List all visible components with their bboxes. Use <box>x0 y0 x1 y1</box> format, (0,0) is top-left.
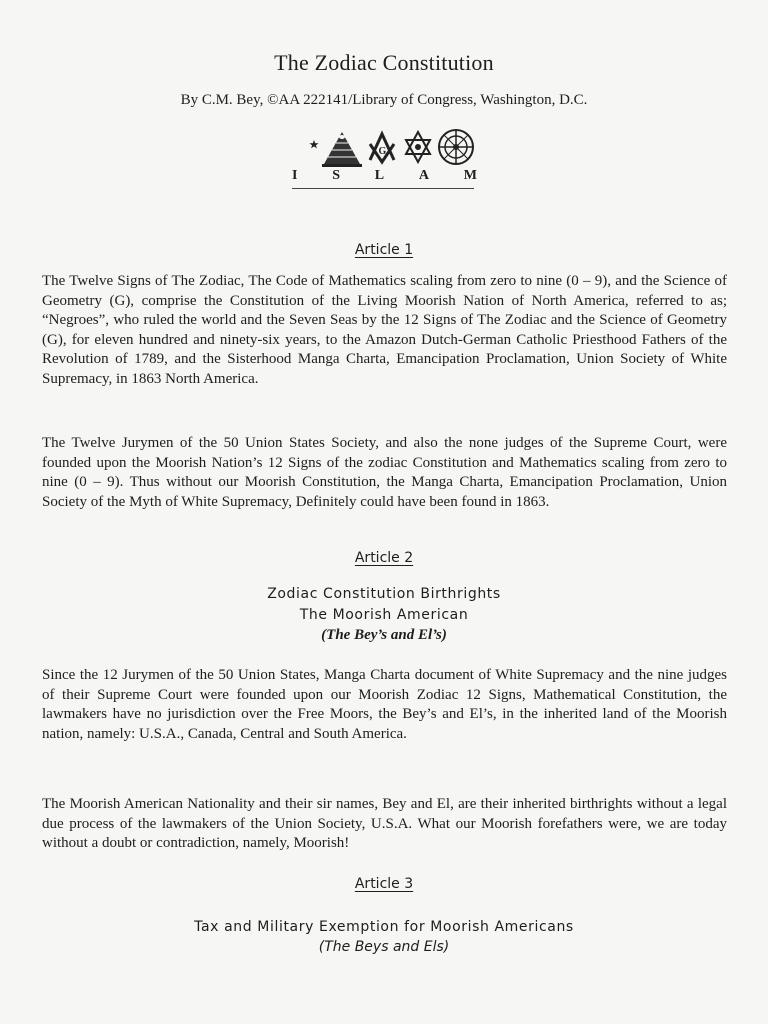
svg-text:G: G <box>378 146 387 157</box>
emblem-letter: M <box>463 168 478 183</box>
crescent-star-icon <box>292 136 319 160</box>
document-byline: By C.M. Bey, ©AA 222141/Library of Congress, Washington, D.C. <box>180 92 588 108</box>
article-2-paragraph-2: The Moorish American Nationality and their sir names, Bey and El, are their inherited birthrights without a legal due process of the lawmakers of the Union Society, U.S.A. What our Moorish forefathers were, we are today without a doubt or contradiction, namely, Moorish! <box>42 796 727 851</box>
article-2-subtitle: Zodiac Constitution Birthrights <box>267 586 501 602</box>
article-3-subtitle: (The Beys and Els) <box>318 939 450 955</box>
compass-square-icon <box>370 134 394 162</box>
emblem-icons <box>290 126 480 170</box>
article-1-paragraph-2: The Twelve Jurymen of the 50 Union States Society, and also the none judges of the Supreme Court, were founded upon the Moorish Nation’s 12 Signs of the zodiac Constitution and Mathematics scaling from zero to nine (0 – 9). Thus without our Moorish Constitution, the Manga Charta, Emancipation Proclamation, Union Society of the Myth of White Supremacy, Definitely could have been found in 1863. <box>42 435 727 510</box>
article-1-heading: Article 1 <box>354 242 414 258</box>
document-title: The Zodiac Constitution <box>274 50 494 75</box>
emblem-letter: A <box>418 168 431 183</box>
emblem-letter: L <box>374 168 386 183</box>
emblem-divider <box>292 188 474 189</box>
article-2-subtitle: The Moorish American <box>299 607 469 623</box>
emblem-letter: I <box>292 168 299 183</box>
hexagram-icon <box>406 132 430 162</box>
article-1-paragraph-1: The Twelve Signs of The Zodiac, The Code of Mathematics scaling from zero to nine (0 – 9), and the Science of Geometry (G), comprise the Constitution of the Living Moorish Nation of North America, referred to as; “Negroes”, who ruled the world and the Seven Seas by the 12 Signs of The Zodiac and the Science of Geometry (G), for eleven hundred and ninety-six years, to the Amazon Dutch-German Catholic Priesthood Fathers of the Revolution of 1789, and the Sisterhood Manga Charta, Emancipation Proclamation, Union Society of White Supremacy, in 1863 North America. <box>42 273 727 387</box>
article-3-heading: Article 3 <box>354 876 414 892</box>
pyramid-eye-icon <box>322 132 362 167</box>
article-3-subtitle: Tax and Military Exemption for Moorish Americans <box>194 919 574 935</box>
emblem-word <box>292 168 478 184</box>
article-2-paragraph-1: Since the 12 Jurymen of the 50 Union States, Manga Charta document of White Supremacy and the nine judges of their Supreme Court were founded upon our Moorish Zodiac 12 Signs, Mathematical Constitution, the lawmakers have no jurisdiction over the Free Moors, the Bey’s and El’s, in the inherited land of the Moorish nation, namely: U.S.A., Canada, Central and South America. <box>42 667 727 742</box>
zodiac-wheel-icon <box>439 130 473 164</box>
article-2-subtitle: (The Bey’s and El’s) <box>321 627 447 643</box>
article-2-heading: Article 2 <box>354 550 414 566</box>
emblem-letter: S <box>332 168 342 183</box>
